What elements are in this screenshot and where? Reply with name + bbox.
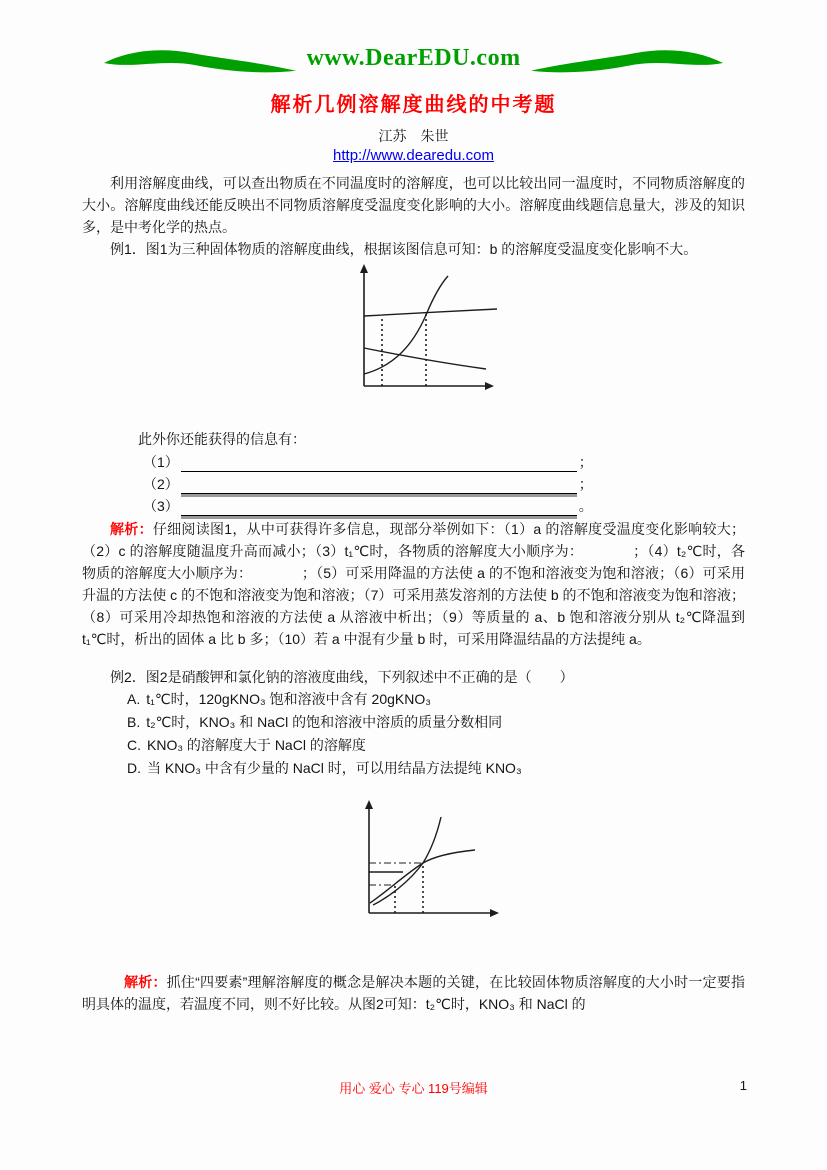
- figure1-x-arrow-icon: [485, 382, 494, 390]
- author-line: 江苏 朱世: [378, 128, 449, 144]
- example2-statement: 例2．图2是硝酸钾和氯化钠的溶液度曲线，下列叙述中不正确的是（ ）: [110, 669, 574, 685]
- figure1-y-arrow-icon: [360, 264, 368, 273]
- blank-2-suffix: ；: [578, 476, 593, 492]
- analysis1-label: 解析：: [110, 521, 153, 537]
- blank-1-answer-line: [181, 454, 577, 472]
- blank-1-label: （1）: [143, 454, 179, 470]
- option-a-key: A.: [127, 691, 141, 707]
- option-b-key: B.: [127, 714, 141, 730]
- footer-slogan: 用心 爱心 专心 119号编辑: [339, 1081, 488, 1096]
- blank-3-label: （3）: [143, 498, 179, 514]
- blank-row-3: [143, 494, 745, 516]
- page-number: 1: [739, 1078, 747, 1093]
- blank-1-suffix: ；: [578, 454, 593, 470]
- option-b: [127, 711, 745, 734]
- option-b-text: t₂℃时，KNO₃ 和 NaCl 的饱和溶液中溶质的质量分数相同: [146, 714, 503, 730]
- blank-2-label: （2）: [143, 476, 179, 492]
- example2-analysis: [82, 971, 745, 1015]
- blank-row-1: [143, 450, 745, 472]
- blank-3-suffix: 。: [578, 498, 593, 514]
- figure2-solubility-plot: [337, 800, 557, 955]
- figure1-solubility-plot: [334, 264, 554, 414]
- site-logo: [0, 0, 827, 78]
- page-title: 解析几例溶解度曲线的中考题: [270, 94, 557, 116]
- option-a: [127, 688, 745, 711]
- option-d-key: D.: [127, 760, 141, 776]
- option-c: [127, 734, 745, 757]
- green-swoosh-left-icon: [102, 42, 298, 78]
- option-d: [127, 757, 745, 780]
- homepage-link[interactable]: http://www.dearedu.com: [333, 147, 494, 164]
- figure2-y-arrow-icon: [365, 800, 373, 809]
- figure1-curve-a: [364, 276, 448, 374]
- blank-row-2: [143, 472, 745, 494]
- option-d-text: 当 KNO₃ 中含有少量的 NaCl 时，可以用结晶方法提纯 KNO₃: [147, 760, 522, 776]
- figure2-curve-kno3: [373, 817, 441, 905]
- intro-paragraph: 利用溶解度曲线，可以查出物质在不同温度时的溶解度，也可以比较出同一温度时，不同物质溶解度的大小。溶解度曲线还能反映出不同物质溶解度受温度变化影响的大小。溶解度曲线题信息量大，涉及的知识多，是中考化学的热点。: [82, 175, 745, 235]
- example1-statement: 例1．图1为三种固体物质的溶解度曲线，根据该图信息可知：b 的溶解度受温度变化影响不大。: [110, 241, 698, 257]
- extra-info-label: 此外你还能获得的信息有：: [138, 431, 306, 447]
- analysis2-text: 抓住“四要素”理解溶解度的概念是解决本题的关键，在比较固体物质溶解度的大小时一定要指明具体的温度，若温度不同，则不好比较。从图2可知：t₂℃时，KNO₃ 和 NaCl 的: [82, 974, 746, 1012]
- page-footer: [0, 1078, 827, 1098]
- option-c-text: KNO₃ 的溶解度大于 NaCl 的溶解度: [147, 737, 366, 753]
- example1-analysis: [82, 518, 745, 650]
- blank-2-answer-line: [181, 476, 577, 494]
- logo-text: www.DearEDU.com: [306, 45, 521, 71]
- blank-3-answer-line: [181, 498, 577, 516]
- option-a-text: t₁℃时，120gKNO₃ 饱和溶液中含有 20gKNO₃: [146, 691, 431, 707]
- option-c-key: C.: [127, 737, 141, 753]
- green-swoosh-right-icon: [529, 42, 725, 78]
- figure2-x-arrow-icon: [490, 909, 499, 917]
- figure1-curve-b: [364, 309, 497, 316]
- analysis2-label: 解析：: [124, 974, 167, 990]
- analysis1-text: 仔细阅读图1，从中可获得许多信息，现部分举例如下：（1）a 的溶解度受温度变化影响较大；（2）c 的溶解度随温度升高而减小；（3）t₁℃时，各物质的溶解度大小顺序为： ；（4）t₂℃时，各物质的溶解度大小顺序为： ；（5）可采用降温的方法使 a 的不饱和溶液变为饱和溶液；（6）可采用升温的方法使 c 的不饱和溶液变为饱和溶液；（7）可采用蒸发溶剂的方法使 b 的不饱和溶液变为饱和溶液；（8）可采用冷却热饱和溶液的方法使 a 从溶液中析出；（9）等质量的 a、b 饱和溶液分别从 t₂℃降温到 t₁℃时，析出的固体 a 比 b 多；（10）若 a 中混有少量 b 时，可采用降温结晶的方法提纯 a。: [82, 521, 746, 647]
